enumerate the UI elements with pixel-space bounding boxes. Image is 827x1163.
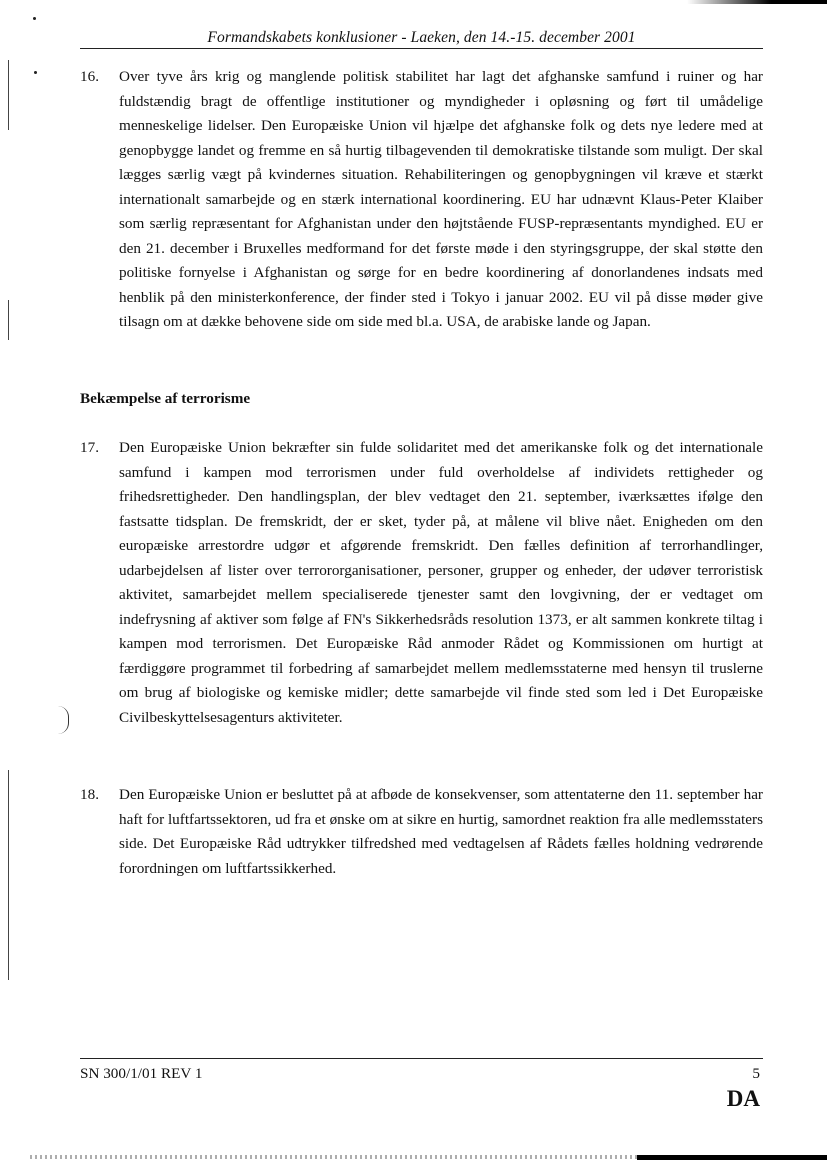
scan-speck: [33, 17, 36, 20]
scan-edge-bottom-solid: [637, 1155, 827, 1160]
page-number: 5: [752, 1065, 760, 1082]
paragraph-16: [80, 65, 763, 335]
scan-mark: [58, 706, 69, 734]
scan-edge-left: [8, 770, 9, 980]
scan-edge-left: [8, 300, 9, 340]
paragraph-text: Over tyve års krig og manglende politisk stabilitet har lagt det afghanske samfund i ruiner og har fuldstændig bragt de offentlige institutioner og myndigheder i opløsning og ført til umådelige menneskelige lidelser. Den Europæiske Union vil hjælpe det afghanske folk og dets nye ledere med at genopbygge landet og fremme en så hurtig tilbagevenden til demokratiske tilstande som muligt. Der skal lægges særlig vægt på kvindernes situation. Rehabiliteringen og genopbygningen vil kræve et stærkt internationalt samarbejde og en stærk international koordinering. EU har udnævnt Klaus-Peter Klaiber som særlig repræsentant for Afghanistan under den højtstående FUSP-repræsentants myndighed. EU er den 21. december i Bruxelles medformand for det første møde i den styringsgruppe, der skal støtte den politiske fornyelse i Afghanistan og sørge for en bedre koordinering af donorlandenes indsats med henblik på den ministerkonference, der finder sted i Tokyo i januar 2002. EU vil på disse møder give tilsagn om at dække behovene side om side med bl.a. USA, de arabiske lande og Japan.: [119, 68, 763, 330]
footer-divider: [80, 1058, 763, 1059]
paragraph-number: 18.: [80, 786, 99, 803]
scan-edge-top: [687, 0, 827, 4]
language-code: DA: [726, 1086, 760, 1111]
scan-edge-left: [8, 60, 9, 130]
paragraph-text: Den Europæiske Union bekræfter sin fulde solidaritet med det amerikanske folk og det internationale samfund i kampen mod terrorismen under fuld overholdelse af individets rettigheder og frihedsrettigheder. Den handlingsplan, der blev vedtaget den 21. september, iværksættes ifølge den fastsatte tidsplan. De fremskridt, der er sket, tyder på, at målene vil blive nået. Enigheden om den europæiske arrestordre udgør et afgørende fremskridt. Den fælles definition af terrorhandlinger, udarbejdelsen af lister over terrororganisationer, personer, grupper og enheder, der udøver terroristisk aktivitet, samarbejdet mellem specialiserede tjenester samt den lovgivning, der er vedtaget om indefrysning af aktiver som følge af FN's Sikkerhedsråds resolution 1373, er alt sammen konkrete tiltag i kampen mod terrorismen. Det Europæiske Råd anmoder Rådet og Kommissionen om hurtigt at færdiggøre programmet til forbedring af samarbejdet mellem medlemsstaterne med hensyn til truslerne om brug af biologiske og kemiske midler; dette samarbejde vil finde sted som led i Det Europæiske Civilbeskyttelsesagenturs aktiviteter.: [119, 439, 763, 726]
section-heading: Bekæmpelse af terrorisme: [80, 390, 251, 407]
header-divider: [80, 48, 763, 49]
document-reference: SN 300/1/01 REV 1: [80, 1065, 203, 1082]
paragraph-17: [80, 436, 763, 730]
scan-speck: [34, 71, 37, 74]
paragraph-number: 16.: [80, 68, 99, 85]
page-header-title: Formandskabets konklusioner - Laeken, den 14.-15. december 2001: [207, 29, 636, 46]
paragraph-number: 17.: [80, 439, 99, 456]
paragraph-text: Den Europæiske Union er besluttet på at afbøde de konsekvenser, som attentaterne den 11. september har haft for luftfartssektoren, ud fra et ønske om at sikre en hurtig, samordnet reaktion fra alle medlemsstaters side. Det Europæiske Råd udtrykker tilfredshed med vedtagelsen af Rådets fælles holdning vedrørende forordningen om luftfartssikkerhed.: [119, 786, 763, 877]
paragraph-18: [80, 783, 763, 881]
